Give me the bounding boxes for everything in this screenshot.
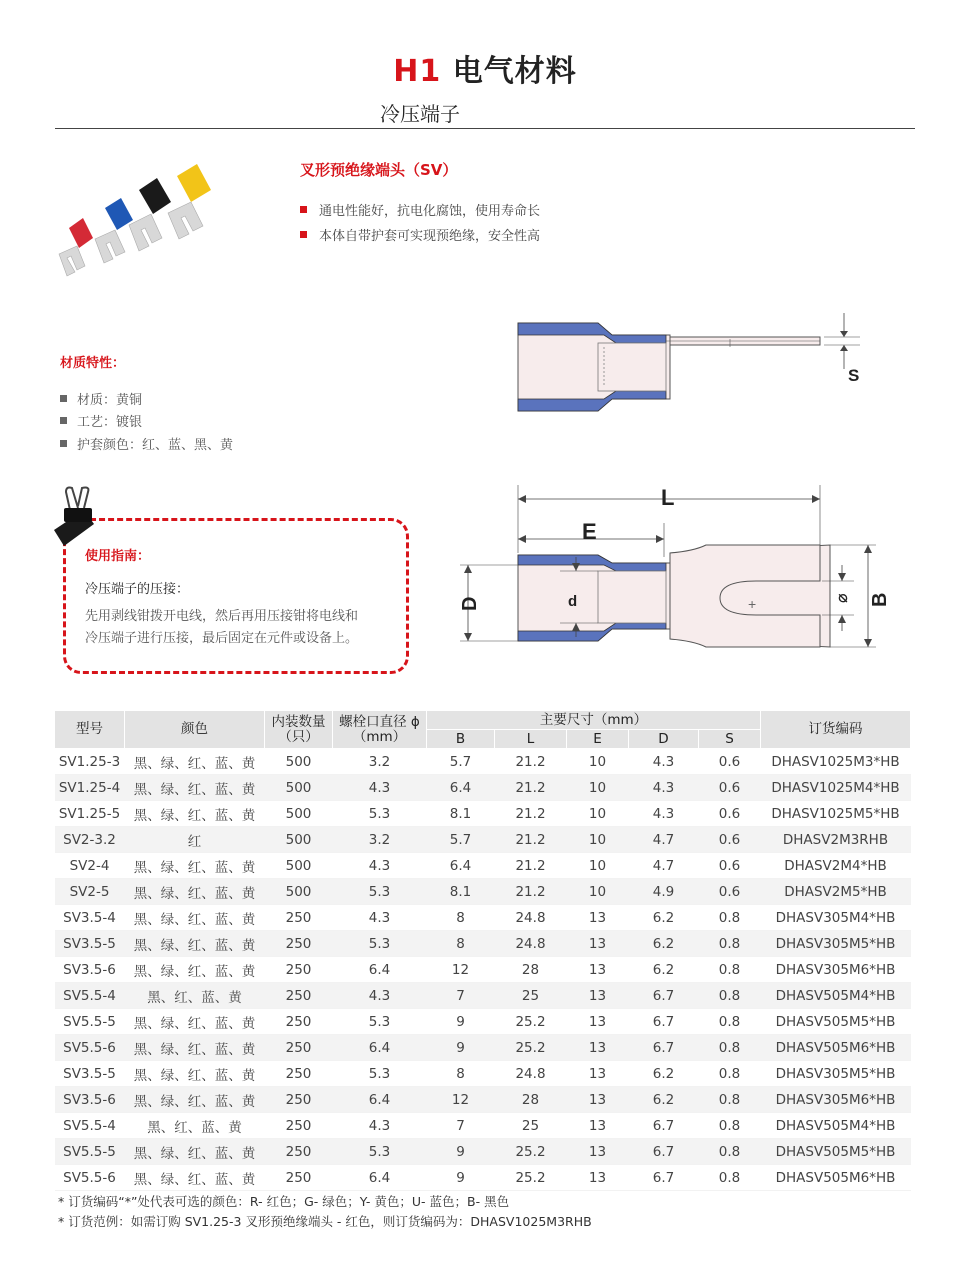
cell-l: 28	[495, 957, 567, 983]
cell-e: 13	[567, 931, 629, 957]
cell-qty: 250	[265, 905, 333, 931]
cell-s: 0.8	[699, 1009, 761, 1035]
cell-b: 9	[427, 1139, 495, 1165]
cell-l: 25.2	[495, 1035, 567, 1061]
cell-d: 4.9	[629, 879, 699, 905]
table-row	[55, 1113, 911, 1139]
dimension-diagram	[430, 295, 910, 675]
cell-l: 25.2	[495, 1165, 567, 1191]
cell-s: 0.8	[699, 1139, 761, 1165]
cell-color: 黑、绿、红、蓝、黄	[125, 1061, 265, 1087]
cell-qty: 250	[265, 1139, 333, 1165]
cell-bolt: 5.3	[333, 1139, 427, 1165]
feature-item	[300, 200, 540, 219]
cell-bolt: 6.4	[333, 957, 427, 983]
header-quantity: 内装数量（只）	[265, 711, 333, 749]
cell-order: DHASV505M4*HB	[761, 983, 911, 1009]
header-dim-s: S	[699, 730, 761, 749]
cell-qty: 500	[265, 801, 333, 827]
material-text: 护套颜色：红、蓝、黑、黄	[77, 438, 234, 453]
cell-bolt: 4.3	[333, 983, 427, 1009]
cell-order: DHASV305M5*HB	[761, 1061, 911, 1087]
cell-l: 24.8	[495, 1061, 567, 1087]
guide-subheading: 冷压端子的压接：	[85, 582, 190, 597]
table-row	[55, 749, 911, 775]
cell-d: 6.7	[629, 1009, 699, 1035]
cell-color: 黑、绿、红、蓝、黄	[125, 1087, 265, 1113]
cell-l: 25.2	[495, 1139, 567, 1165]
cell-b: 8	[427, 1061, 495, 1087]
cell-e: 13	[567, 1087, 629, 1113]
cell-d: 4.7	[629, 827, 699, 853]
cell-qty: 500	[265, 879, 333, 905]
page-title	[0, 46, 970, 90]
cell-model: SV3.5-6	[55, 957, 125, 983]
table-row	[55, 1009, 911, 1035]
table-row	[55, 1165, 911, 1191]
black-terminal	[129, 178, 171, 251]
bullet-square-icon	[300, 231, 307, 238]
guide-line: 冷压端子进行压接，最后固定在元件或设备上。	[85, 631, 359, 646]
cell-order: DHASV305M6*HB	[761, 1087, 911, 1113]
cell-bolt: 4.3	[333, 1113, 427, 1139]
cell-e: 13	[567, 957, 629, 983]
table-row	[55, 983, 911, 1009]
cell-d: 4.3	[629, 801, 699, 827]
cell-d: 4.7	[629, 853, 699, 879]
cell-order: DHASV505M4*HB	[761, 1113, 911, 1139]
cell-b: 5.7	[427, 749, 495, 775]
cell-order: DHASV305M4*HB	[761, 905, 911, 931]
cell-qty: 250	[265, 1035, 333, 1061]
cell-order: DHASV305M5*HB	[761, 931, 911, 957]
cell-s: 0.8	[699, 957, 761, 983]
cell-b: 5.7	[427, 827, 495, 853]
cell-l: 21.2	[495, 879, 567, 905]
cell-bolt: 6.4	[333, 1087, 427, 1113]
header-dim-l: L	[495, 730, 567, 749]
cell-d: 6.2	[629, 1061, 699, 1087]
cell-s: 0.8	[699, 1113, 761, 1139]
bullet-square-icon	[60, 440, 67, 447]
cell-d: 4.3	[629, 775, 699, 801]
cell-bolt: 5.3	[333, 1009, 427, 1035]
cell-model: SV3.5-6	[55, 1087, 125, 1113]
table-row	[55, 1139, 911, 1165]
cell-s: 0.8	[699, 1061, 761, 1087]
side-view	[518, 313, 860, 411]
header-dim-b: B	[427, 730, 495, 749]
cell-qty: 250	[265, 1009, 333, 1035]
table-row	[55, 775, 911, 801]
cell-l: 25	[495, 983, 567, 1009]
cell-model: SV2-4	[55, 853, 125, 879]
cell-d: 6.7	[629, 983, 699, 1009]
cell-l: 21.2	[495, 775, 567, 801]
cell-order: DHASV2M4*HB	[761, 853, 911, 879]
dim-label-s: S	[848, 366, 860, 385]
cell-d: 6.2	[629, 905, 699, 931]
cell-bolt: 6.4	[333, 1165, 427, 1191]
top-view	[459, 485, 891, 647]
cell-model: SV5.5-4	[55, 983, 125, 1009]
cell-e: 13	[567, 1061, 629, 1087]
cell-color: 黑、绿、红、蓝、黄	[125, 1035, 265, 1061]
cell-d: 6.2	[629, 1087, 699, 1113]
feature-item	[300, 225, 540, 244]
page-subtitle: 冷压端子	[380, 102, 460, 126]
feature-text: 本体自带护套可实现预绝缘，安全性高	[319, 229, 541, 244]
bullet-square-icon	[300, 206, 307, 213]
cell-l: 28	[495, 1087, 567, 1113]
cell-e: 10	[567, 853, 629, 879]
table-row	[55, 1061, 911, 1087]
cell-l: 24.8	[495, 905, 567, 931]
dim-label-d-inner: d	[568, 593, 578, 610]
table-row	[55, 905, 911, 931]
cell-l: 21.2	[495, 801, 567, 827]
cell-model: SV3.5-4	[55, 905, 125, 931]
cell-b: 8.1	[427, 879, 495, 905]
cell-color: 黑、绿、红、蓝、黄	[125, 775, 265, 801]
bullet-square-icon	[60, 417, 67, 424]
table-row	[55, 957, 911, 983]
table-row	[55, 853, 911, 879]
cell-order: DHASV1025M5*HB	[761, 801, 911, 827]
header-dim-d: D	[629, 730, 699, 749]
cell-b: 9	[427, 1165, 495, 1191]
cell-color: 黑、绿、红、蓝、黄	[125, 905, 265, 931]
cell-e: 13	[567, 1139, 629, 1165]
cell-e: 10	[567, 879, 629, 905]
footnote: * 订货编码“*”处代表可选的颜色：R- 红色；G- 绿色；Y- 黄色；U- 蓝色；B- 黑色	[58, 1194, 510, 1209]
blue-terminal	[95, 198, 133, 263]
cell-qty: 250	[265, 1113, 333, 1139]
table-row	[55, 1087, 911, 1113]
cell-model: SV3.5-5	[55, 931, 125, 957]
dim-label-d-outer: D	[459, 596, 481, 611]
cell-d: 6.7	[629, 1165, 699, 1191]
header-order-code: 订货编码	[761, 711, 911, 749]
product-photo	[55, 160, 255, 280]
cell-bolt: 5.3	[333, 1061, 427, 1087]
cell-order: DHASV505M6*HB	[761, 1035, 911, 1061]
cell-l: 25	[495, 1113, 567, 1139]
cell-s: 0.6	[699, 827, 761, 853]
table-row	[55, 879, 911, 905]
cell-model: SV1.25-4	[55, 775, 125, 801]
cell-bolt: 4.3	[333, 905, 427, 931]
header-main-dimensions: 主要尺寸（mm）	[427, 711, 761, 730]
cell-b: 6.4	[427, 775, 495, 801]
cell-color: 黑、绿、红、蓝、黄	[125, 1165, 265, 1191]
cell-color: 黑、绿、红、蓝、黄	[125, 1139, 265, 1165]
materials-heading: 材质特性：	[60, 356, 126, 371]
dim-label-l: L	[661, 485, 675, 510]
cell-d: 6.2	[629, 957, 699, 983]
cell-model: SV5.5-6	[55, 1165, 125, 1191]
cell-e: 10	[567, 801, 629, 827]
cell-model: SV5.5-5	[55, 1009, 125, 1035]
cell-color: 黑、绿、红、蓝、黄	[125, 749, 265, 775]
cell-bolt: 3.2	[333, 827, 427, 853]
cell-s: 0.6	[699, 879, 761, 905]
cell-e: 10	[567, 749, 629, 775]
cell-qty: 500	[265, 827, 333, 853]
cell-color: 黑、绿、红、蓝、黄	[125, 1009, 265, 1035]
cell-color: 黑、红、蓝、黄	[125, 983, 265, 1009]
binder-clip-icon	[60, 486, 96, 526]
guide-line: 先用剥线钳拨开电线，然后再用压接钳将电线和	[85, 609, 359, 624]
cell-e: 13	[567, 983, 629, 1009]
cell-d: 6.7	[629, 1113, 699, 1139]
cell-b: 7	[427, 1113, 495, 1139]
cell-s: 0.8	[699, 905, 761, 931]
table-row	[55, 1035, 911, 1061]
cell-e: 13	[567, 1165, 629, 1191]
cell-qty: 500	[265, 749, 333, 775]
material-item	[60, 434, 233, 453]
cell-b: 8.1	[427, 801, 495, 827]
cell-b: 9	[427, 1009, 495, 1035]
cell-bolt: 5.3	[333, 931, 427, 957]
dim-label-phi: ⌀	[832, 593, 851, 603]
footnote: * 订货范例：如需订购 SV1.25-3 叉形预绝缘端头 - 红色，则订货编码为：DHASV1025M3RHB	[58, 1214, 592, 1229]
header-divider	[55, 128, 915, 129]
cell-model: SV2-3.2	[55, 827, 125, 853]
category-title: 电气材料	[452, 54, 577, 89]
cell-model: SV3.5-5	[55, 1061, 125, 1087]
cell-qty: 250	[265, 1165, 333, 1191]
cell-bolt: 6.4	[333, 1035, 427, 1061]
cell-bolt: 4.3	[333, 775, 427, 801]
cell-order: DHASV505M6*HB	[761, 1165, 911, 1191]
material-text: 工艺：镀银	[77, 415, 143, 430]
bullet-square-icon	[60, 395, 67, 402]
cell-model: SV2-5	[55, 879, 125, 905]
cell-qty: 250	[265, 983, 333, 1009]
cell-e: 10	[567, 827, 629, 853]
cell-b: 9	[427, 1035, 495, 1061]
cell-e: 13	[567, 905, 629, 931]
cell-color: 黑、绿、红、蓝、黄	[125, 853, 265, 879]
cell-l: 21.2	[495, 749, 567, 775]
dim-label-b: B	[869, 592, 891, 607]
cell-color: 黑、红、蓝、黄	[125, 1113, 265, 1139]
category-code: H1	[393, 54, 442, 89]
cell-l: 25.2	[495, 1009, 567, 1035]
material-text: 材质：黄铜	[77, 393, 143, 408]
cell-qty: 250	[265, 1061, 333, 1087]
cell-d: 6.2	[629, 931, 699, 957]
cell-model: SV5.5-6	[55, 1035, 125, 1061]
cell-order: DHASV2M5*HB	[761, 879, 911, 905]
dim-label-e: E	[582, 519, 597, 544]
product-name: 叉形预绝缘端头（SV）	[300, 161, 458, 179]
cell-s: 0.8	[699, 1165, 761, 1191]
cell-model: SV1.25-3	[55, 749, 125, 775]
cell-bolt: 3.2	[333, 749, 427, 775]
cell-model: SV1.25-5	[55, 801, 125, 827]
cell-b: 7	[427, 983, 495, 1009]
cell-order: DHASV2M3RHB	[761, 827, 911, 853]
cell-qty: 500	[265, 853, 333, 879]
cell-color: 红	[125, 827, 265, 853]
cell-qty: 500	[265, 775, 333, 801]
svg-text:+: +	[748, 596, 757, 612]
cell-l: 24.8	[495, 931, 567, 957]
cell-model: SV5.5-4	[55, 1113, 125, 1139]
cell-qty: 250	[265, 931, 333, 957]
cell-s: 0.6	[699, 801, 761, 827]
cell-color: 黑、绿、红、蓝、黄	[125, 879, 265, 905]
spec-table	[54, 710, 911, 1191]
cell-bolt: 5.3	[333, 801, 427, 827]
header-model: 型号	[55, 711, 125, 749]
cell-d: 4.3	[629, 749, 699, 775]
red-terminal	[59, 218, 93, 276]
cell-color: 黑、绿、红、蓝、黄	[125, 957, 265, 983]
cell-s: 0.6	[699, 853, 761, 879]
cell-color: 黑、绿、红、蓝、黄	[125, 931, 265, 957]
cell-b: 12	[427, 957, 495, 983]
cell-s: 0.8	[699, 1035, 761, 1061]
cell-e: 13	[567, 1035, 629, 1061]
cell-b: 8	[427, 905, 495, 931]
cell-s: 0.8	[699, 931, 761, 957]
material-item	[60, 411, 142, 430]
cell-color: 黑、绿、红、蓝、黄	[125, 801, 265, 827]
header-color: 颜色	[125, 711, 265, 749]
cell-order: DHASV1025M3*HB	[761, 749, 911, 775]
cell-order: DHASV505M5*HB	[761, 1139, 911, 1165]
header-bolt-diameter: 螺栓口直径 ϕ（mm）	[333, 711, 427, 749]
cell-d: 6.7	[629, 1139, 699, 1165]
cell-l: 21.2	[495, 853, 567, 879]
feature-text: 通电性能好，抗电化腐蚀，使用寿命长	[319, 204, 541, 219]
cell-s: 0.6	[699, 775, 761, 801]
table-row	[55, 827, 911, 853]
cell-qty: 250	[265, 1087, 333, 1113]
table-row	[55, 801, 911, 827]
table-row	[55, 931, 911, 957]
cell-b: 6.4	[427, 853, 495, 879]
guide-heading: 使用指南：	[85, 549, 151, 564]
cell-s: 0.6	[699, 749, 761, 775]
cell-b: 12	[427, 1087, 495, 1113]
material-item	[60, 389, 142, 408]
cell-model: SV5.5-5	[55, 1139, 125, 1165]
cell-e: 13	[567, 1113, 629, 1139]
cell-e: 10	[567, 775, 629, 801]
header-dim-e: E	[567, 730, 629, 749]
spec-table-body	[55, 749, 911, 1191]
cell-order: DHASV1025M4*HB	[761, 775, 911, 801]
cell-order: DHASV305M6*HB	[761, 957, 911, 983]
cell-l: 21.2	[495, 827, 567, 853]
yellow-terminal	[168, 164, 211, 239]
cell-order: DHASV505M5*HB	[761, 1009, 911, 1035]
cell-b: 8	[427, 931, 495, 957]
cell-bolt: 4.3	[333, 853, 427, 879]
cell-e: 13	[567, 1009, 629, 1035]
cell-qty: 250	[265, 957, 333, 983]
cell-s: 0.8	[699, 1087, 761, 1113]
cell-s: 0.8	[699, 983, 761, 1009]
cell-d: 6.7	[629, 1035, 699, 1061]
cell-bolt: 5.3	[333, 879, 427, 905]
